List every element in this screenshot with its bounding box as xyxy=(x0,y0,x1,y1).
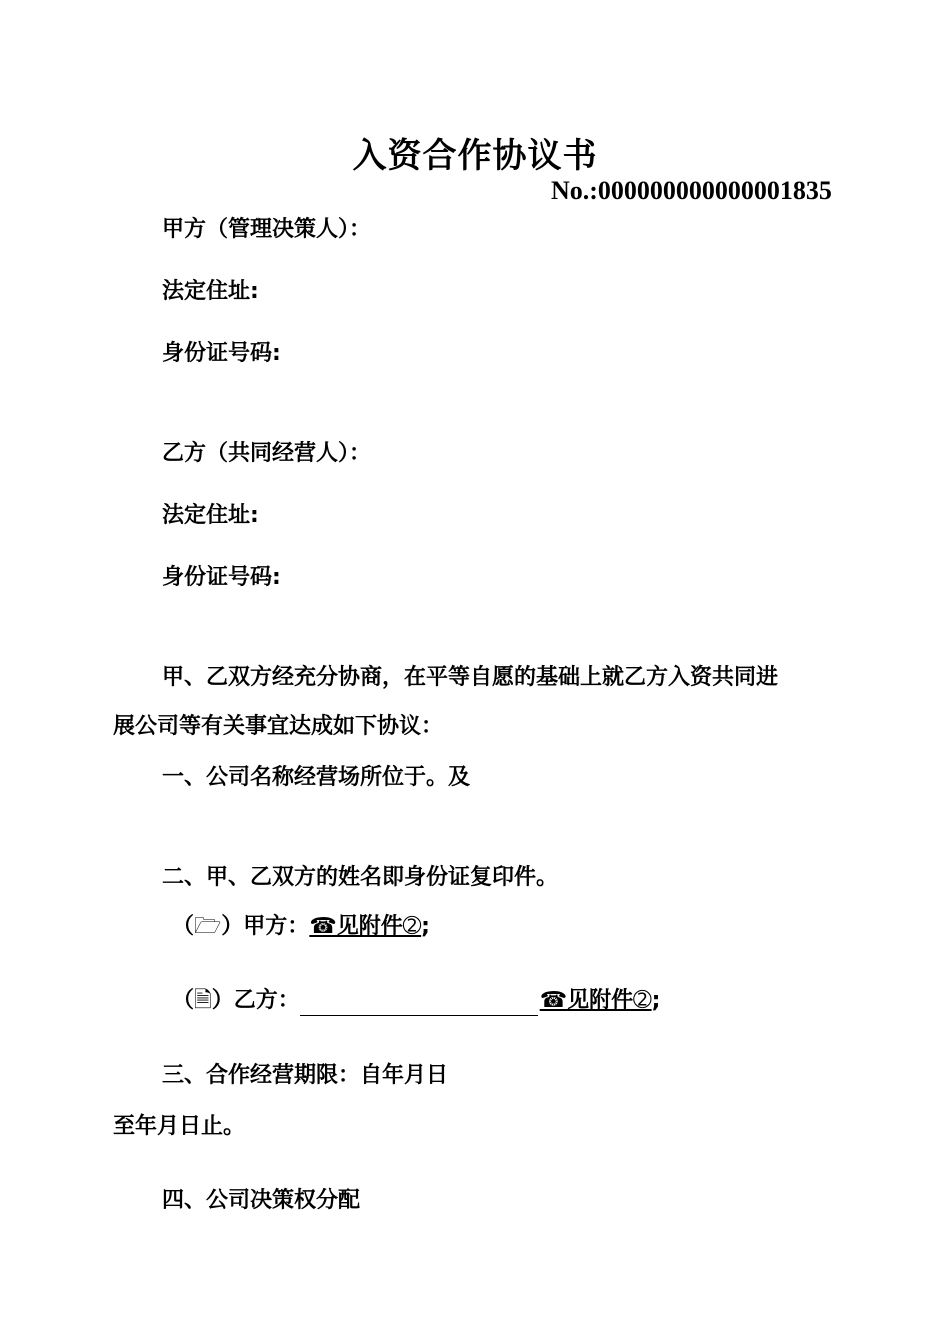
item-b-open: （ xyxy=(172,988,195,1013)
item-b-attachment: ☎见附件➁ xyxy=(539,988,652,1013)
document-icon: 🗎 xyxy=(194,988,212,1013)
clause-1: 一、公司名称经营场所位于。及 xyxy=(162,765,471,790)
item-a-end: ; xyxy=(421,914,430,939)
folder-icon: 🗁 xyxy=(194,914,222,939)
clause-2-item-a xyxy=(172,912,430,942)
clause-4: 四、公司决策权分配 xyxy=(162,1188,361,1213)
document-title: 入资合作协议书 xyxy=(352,136,598,176)
document-number: No.:000000000000001835 xyxy=(551,176,832,205)
party-b-id-label: 身份证号码: xyxy=(162,565,281,590)
party-b-heading: 乙方（共同经营人）： xyxy=(162,441,372,466)
party-b-address-label: 法定住址: xyxy=(162,503,259,528)
item-b-label: ）乙方： xyxy=(211,988,300,1013)
party-a-heading: 甲方（管理决策人）： xyxy=(162,217,372,242)
clause-2-item-b xyxy=(172,986,660,1016)
intro-paragraph-line1: 甲、乙双方经充分协商，在平等自愿的基础上就乙方入资共同进 xyxy=(162,665,779,690)
intro-paragraph-line2: 展公司等有关事宜达成如下协议： xyxy=(113,714,444,739)
clause-3-line1: 三、合作经营期限：自年月日 xyxy=(162,1063,449,1088)
item-a-attachment: ☎见附件➁ xyxy=(309,914,422,939)
item-a-label: ）甲方： xyxy=(221,914,310,939)
clause-3-line2: 至年月日止。 xyxy=(113,1114,246,1139)
clause-2-heading: 二、甲、乙双方的姓名即身份证复印件。 xyxy=(162,865,559,890)
item-b-end: ; xyxy=(651,988,661,1013)
blank-fill-line xyxy=(300,991,538,1016)
party-a-address-label: 法定住址: xyxy=(162,279,259,304)
item-a-open: （ xyxy=(172,914,195,939)
party-a-id-label: 身份证号码: xyxy=(162,341,281,366)
